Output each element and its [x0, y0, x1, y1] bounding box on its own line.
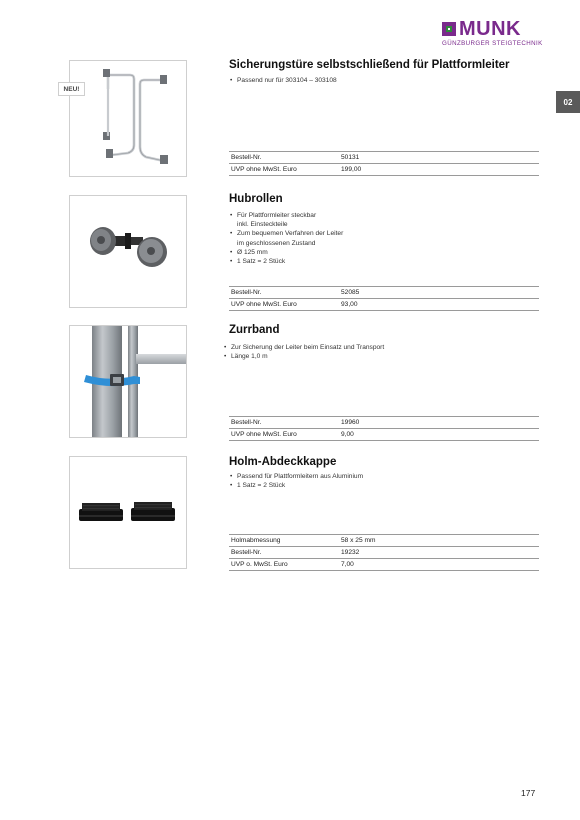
brand-subtitle: GÜNZBURGER STEIGTECHNIK: [442, 40, 543, 47]
chapter-tab: 02: [556, 91, 580, 113]
spec-row: [229, 417, 539, 429]
bullet-item: • Ø 125 mm: [229, 248, 343, 257]
bullet-item: • Passend für Plattformleitern aus Aluminium: [229, 472, 363, 481]
spec-row: [229, 559, 539, 571]
strap-icon: [70, 326, 187, 438]
bullet-continuation: inkl. Einsteckteile: [237, 221, 288, 229]
bullet-item: • Zum bequemen Verfahren der Leiter: [229, 229, 343, 238]
bullet-item-cont: [229, 220, 343, 229]
bullet-item: • Länge 1,0 m: [223, 352, 384, 361]
spec-table: [229, 151, 539, 176]
product-bullets: [229, 76, 337, 85]
product-image-strap: [69, 325, 187, 438]
spec-value: 199,00: [339, 164, 539, 176]
bullet-item: • Passend nur für 303104 – 303108: [229, 76, 337, 85]
spec-value: 93,00: [339, 299, 539, 311]
product-bullets: [229, 211, 343, 266]
product-image-safety-gate: [69, 60, 187, 177]
product-title: Zurrband: [229, 324, 280, 336]
bullet-item: • Für Plattformleiter steckbar: [229, 211, 343, 220]
new-badge: NEU!: [58, 82, 85, 96]
wheels-icon: [70, 196, 187, 308]
spec-row: [229, 164, 539, 176]
spec-label: UVP ohne MwSt. Euro: [229, 299, 339, 311]
bullet-continuation: im geschlossenen Zustand: [237, 239, 316, 247]
spec-value: 19960: [339, 417, 539, 429]
logo-mark-icon: [442, 22, 456, 36]
spec-label: Bestell-Nr.: [229, 152, 339, 164]
spec-label: UVP o. MwSt. Euro: [229, 559, 339, 571]
spec-label: Bestell-Nr.: [229, 547, 339, 559]
spec-value: 50131: [339, 152, 539, 164]
spec-row: [229, 547, 539, 559]
brand-logo: [442, 18, 543, 47]
bullet-item: • 1 Satz = 2 Stück: [229, 481, 363, 490]
bullet-item: • Zur Sicherung der Leiter beim Einsatz und Transport: [223, 343, 384, 352]
bullet-item-cont: [229, 239, 343, 248]
spec-table: [229, 534, 539, 571]
product-title: Sicherungstüre selbstschließend für Plattformleiter: [229, 59, 510, 71]
product-bullets: [223, 343, 384, 361]
product-title: Hubrollen: [229, 193, 283, 205]
spec-row: [229, 299, 539, 311]
bullet-item: • 1 Satz = 2 Stück: [229, 257, 343, 266]
spec-label: UVP ohne MwSt. Euro: [229, 164, 339, 176]
spec-table: [229, 286, 539, 311]
spec-label: Bestell-Nr.: [229, 417, 339, 429]
product-title: Holm-Abdeckkappe: [229, 456, 337, 468]
spec-row: [229, 152, 539, 164]
spec-label: Holmabmessung: [229, 535, 339, 547]
product-image-wheels: [69, 195, 187, 308]
brand-name: MUNK: [459, 18, 521, 40]
spec-value: 58 x 25 mm: [339, 535, 539, 547]
spec-value: 52085: [339, 287, 539, 299]
spec-row: [229, 535, 539, 547]
spec-value: 19232: [339, 547, 539, 559]
end-caps-icon: [70, 457, 187, 569]
spec-label: UVP ohne MwSt. Euro: [229, 429, 339, 441]
spec-row: [229, 287, 539, 299]
spec-value: 7,00: [339, 559, 539, 571]
spec-row: [229, 429, 539, 441]
spec-table: [229, 416, 539, 441]
spec-value: 9,00: [339, 429, 539, 441]
product-bullets: [229, 472, 363, 490]
page-number: 177: [521, 788, 536, 798]
safety-gate-icon: [70, 61, 187, 177]
spec-label: Bestell-Nr.: [229, 287, 339, 299]
product-image-caps: [69, 456, 187, 569]
